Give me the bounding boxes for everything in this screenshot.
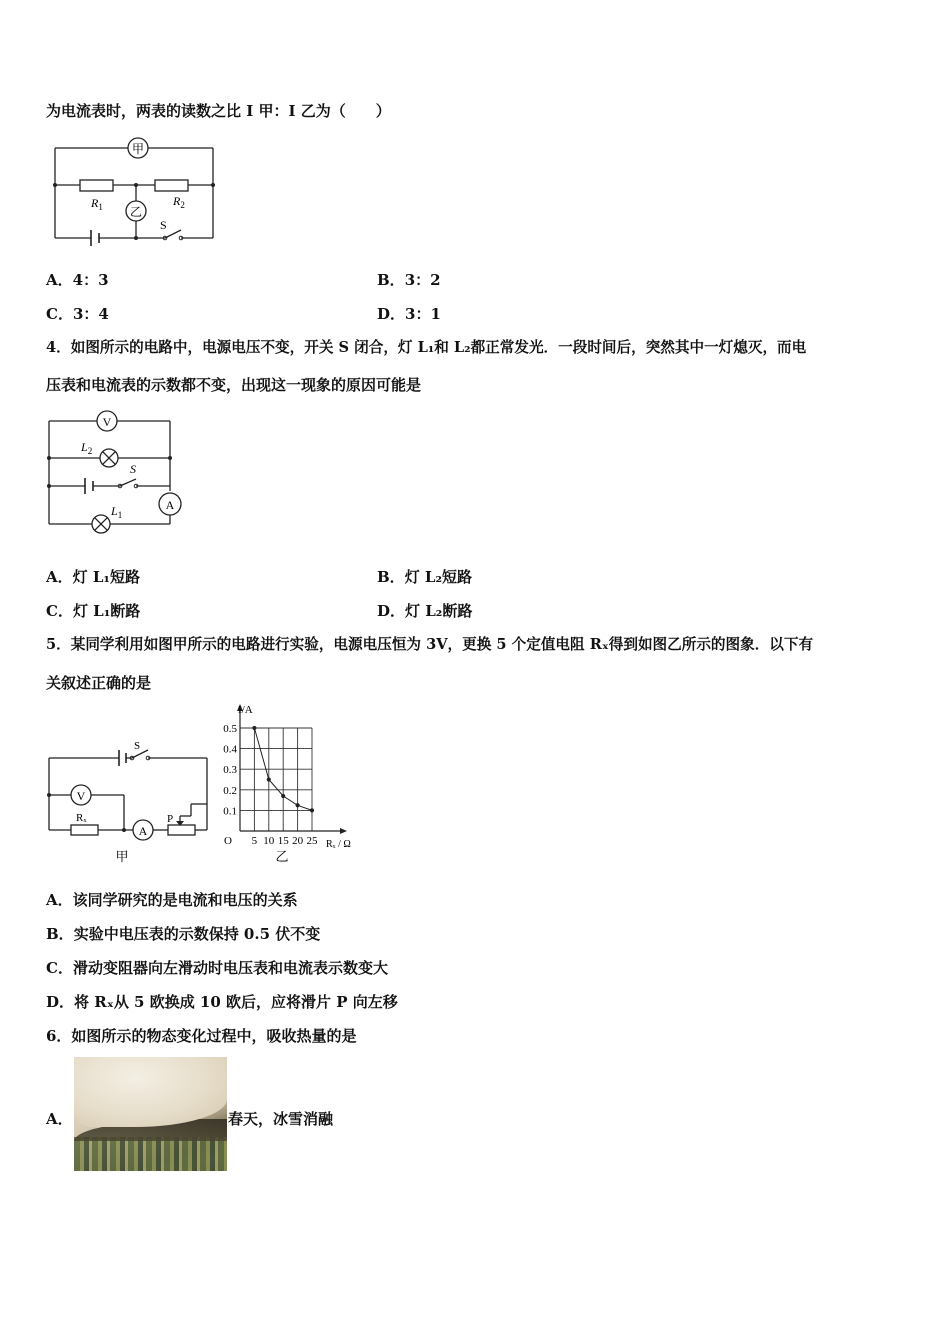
data-point	[296, 803, 300, 807]
photo-water	[74, 1137, 227, 1171]
voltmeter	[71, 785, 91, 805]
y-tick-label: 0.4	[223, 743, 237, 756]
svg-text:A: A	[138, 824, 148, 838]
x-tick-label: 20	[292, 835, 304, 847]
q4-option-d[interactable]: D．灯 L₂断路	[377, 602, 473, 620]
q5-option-a[interactable]: A．该同学研究的是电流和电压的关系	[46, 891, 298, 909]
chart-ticks	[223, 723, 318, 847]
x-tick-label: 5	[251, 835, 258, 847]
svg-text:V: V	[102, 415, 112, 429]
l1-label: $L_1$	[111, 504, 123, 520]
x-tick-label: 25	[306, 835, 318, 847]
slider-label: P	[167, 813, 174, 825]
photo-ice	[74, 1057, 227, 1127]
y-tick-label: 0.1	[223, 805, 237, 818]
data-point	[267, 777, 271, 781]
q4-option-a[interactable]: A．灯 L₁短路	[46, 568, 140, 586]
q4-stem-line2: 压表和电流表的示数都不变，出现这一现象的原因可能是	[46, 376, 422, 394]
fig-caption-jia: 甲	[115, 849, 129, 864]
origin-label: O	[224, 835, 232, 847]
q4-stem-line1: 4．如图所示的电路中，电源电压不变，开关 S 闭合，灯 L₁和 L₂都正常发光．一段时间后，突然其中一灯熄灭，而电	[46, 339, 807, 356]
q3-option-b[interactable]: B．3：2	[377, 271, 441, 289]
y-tick-label: 0.3	[223, 764, 237, 777]
ammeter	[159, 493, 181, 515]
data-point	[252, 726, 256, 730]
q5-option-d[interactable]: D．将 Rₓ从 5 欧换成 10 欧后，应将滑片 P 向左移	[46, 993, 398, 1011]
svg-text:V: V	[76, 789, 86, 803]
svg-text:甲: 甲	[131, 142, 145, 156]
x-axis-label: Rₓ / Ω	[326, 839, 351, 850]
switch-label: S	[130, 462, 136, 476]
q3-circuit-diagram	[45, 134, 225, 246]
q4-circuit-diagram	[45, 407, 190, 535]
chart-grid	[240, 728, 312, 831]
data-point	[310, 808, 314, 812]
q5-circuit-diagram-jia	[40, 738, 210, 868]
y-tick-label: 0.5	[223, 723, 237, 735]
q5-stem-line1: 5．某同学利用如图甲所示的电路进行实验，电源电压恒为 3V，更换 5 个定值电阻 Rₓ得到如图乙所示的图象．以下有	[46, 636, 814, 653]
q6-stem: 6．如图所示的物态变化过程中，吸收热量的是	[46, 1027, 357, 1045]
lamp-l2	[100, 449, 118, 467]
q4-option-b[interactable]: B．灯 L₂短路	[377, 568, 473, 586]
meter-jia	[128, 138, 148, 158]
q6-option-a-text[interactable]: 春天，冰雪消融	[228, 1110, 334, 1128]
q5-option-b[interactable]: B．实验中电压表的示数保持 0.5 伏不变	[46, 925, 321, 943]
r2-label: $R_2$	[173, 194, 185, 210]
l2-label: $L_2$	[81, 440, 93, 456]
q5-stem-line2: 关叙述正确的是	[46, 674, 152, 692]
voltmeter	[97, 411, 117, 431]
q3-option-c[interactable]: C．3：4	[46, 305, 109, 323]
x-tick-label: 10	[263, 835, 275, 847]
switch-label: S	[134, 740, 141, 752]
rx-label: Rₓ	[76, 812, 87, 824]
q4-option-c[interactable]: C．灯 L₁断路	[46, 602, 141, 620]
switch-label: S	[160, 218, 167, 232]
q6-option-a-letter[interactable]: A．	[46, 1110, 73, 1128]
x-tick-label: 15	[277, 835, 289, 847]
svg-text:A: A	[165, 498, 175, 512]
q3-option-d[interactable]: D．3：1	[377, 305, 441, 323]
svg-text:乙: 乙	[129, 205, 143, 219]
lamp-l1	[92, 515, 110, 533]
melting-ice-photo	[74, 1057, 227, 1171]
y-axis-label: I/A	[238, 704, 253, 716]
y-tick-label: 0.2	[223, 784, 237, 797]
q3-option-a[interactable]: A．4：3	[46, 271, 109, 289]
q3-stem: 为电流表时，两表的读数之比 I 甲：I 乙为（ ）	[46, 102, 391, 120]
meter-yi	[126, 201, 146, 221]
r1-label: $R_1$	[91, 196, 103, 212]
fig-caption-yi: 乙	[275, 849, 289, 864]
x-axis-arrow	[340, 828, 347, 834]
ammeter	[133, 820, 153, 840]
data-point	[281, 794, 285, 798]
q5-option-c[interactable]: C．滑动变阻器向左滑动时电压表和电流表示数变大	[46, 959, 388, 977]
q5-graph-yi	[208, 700, 368, 870]
